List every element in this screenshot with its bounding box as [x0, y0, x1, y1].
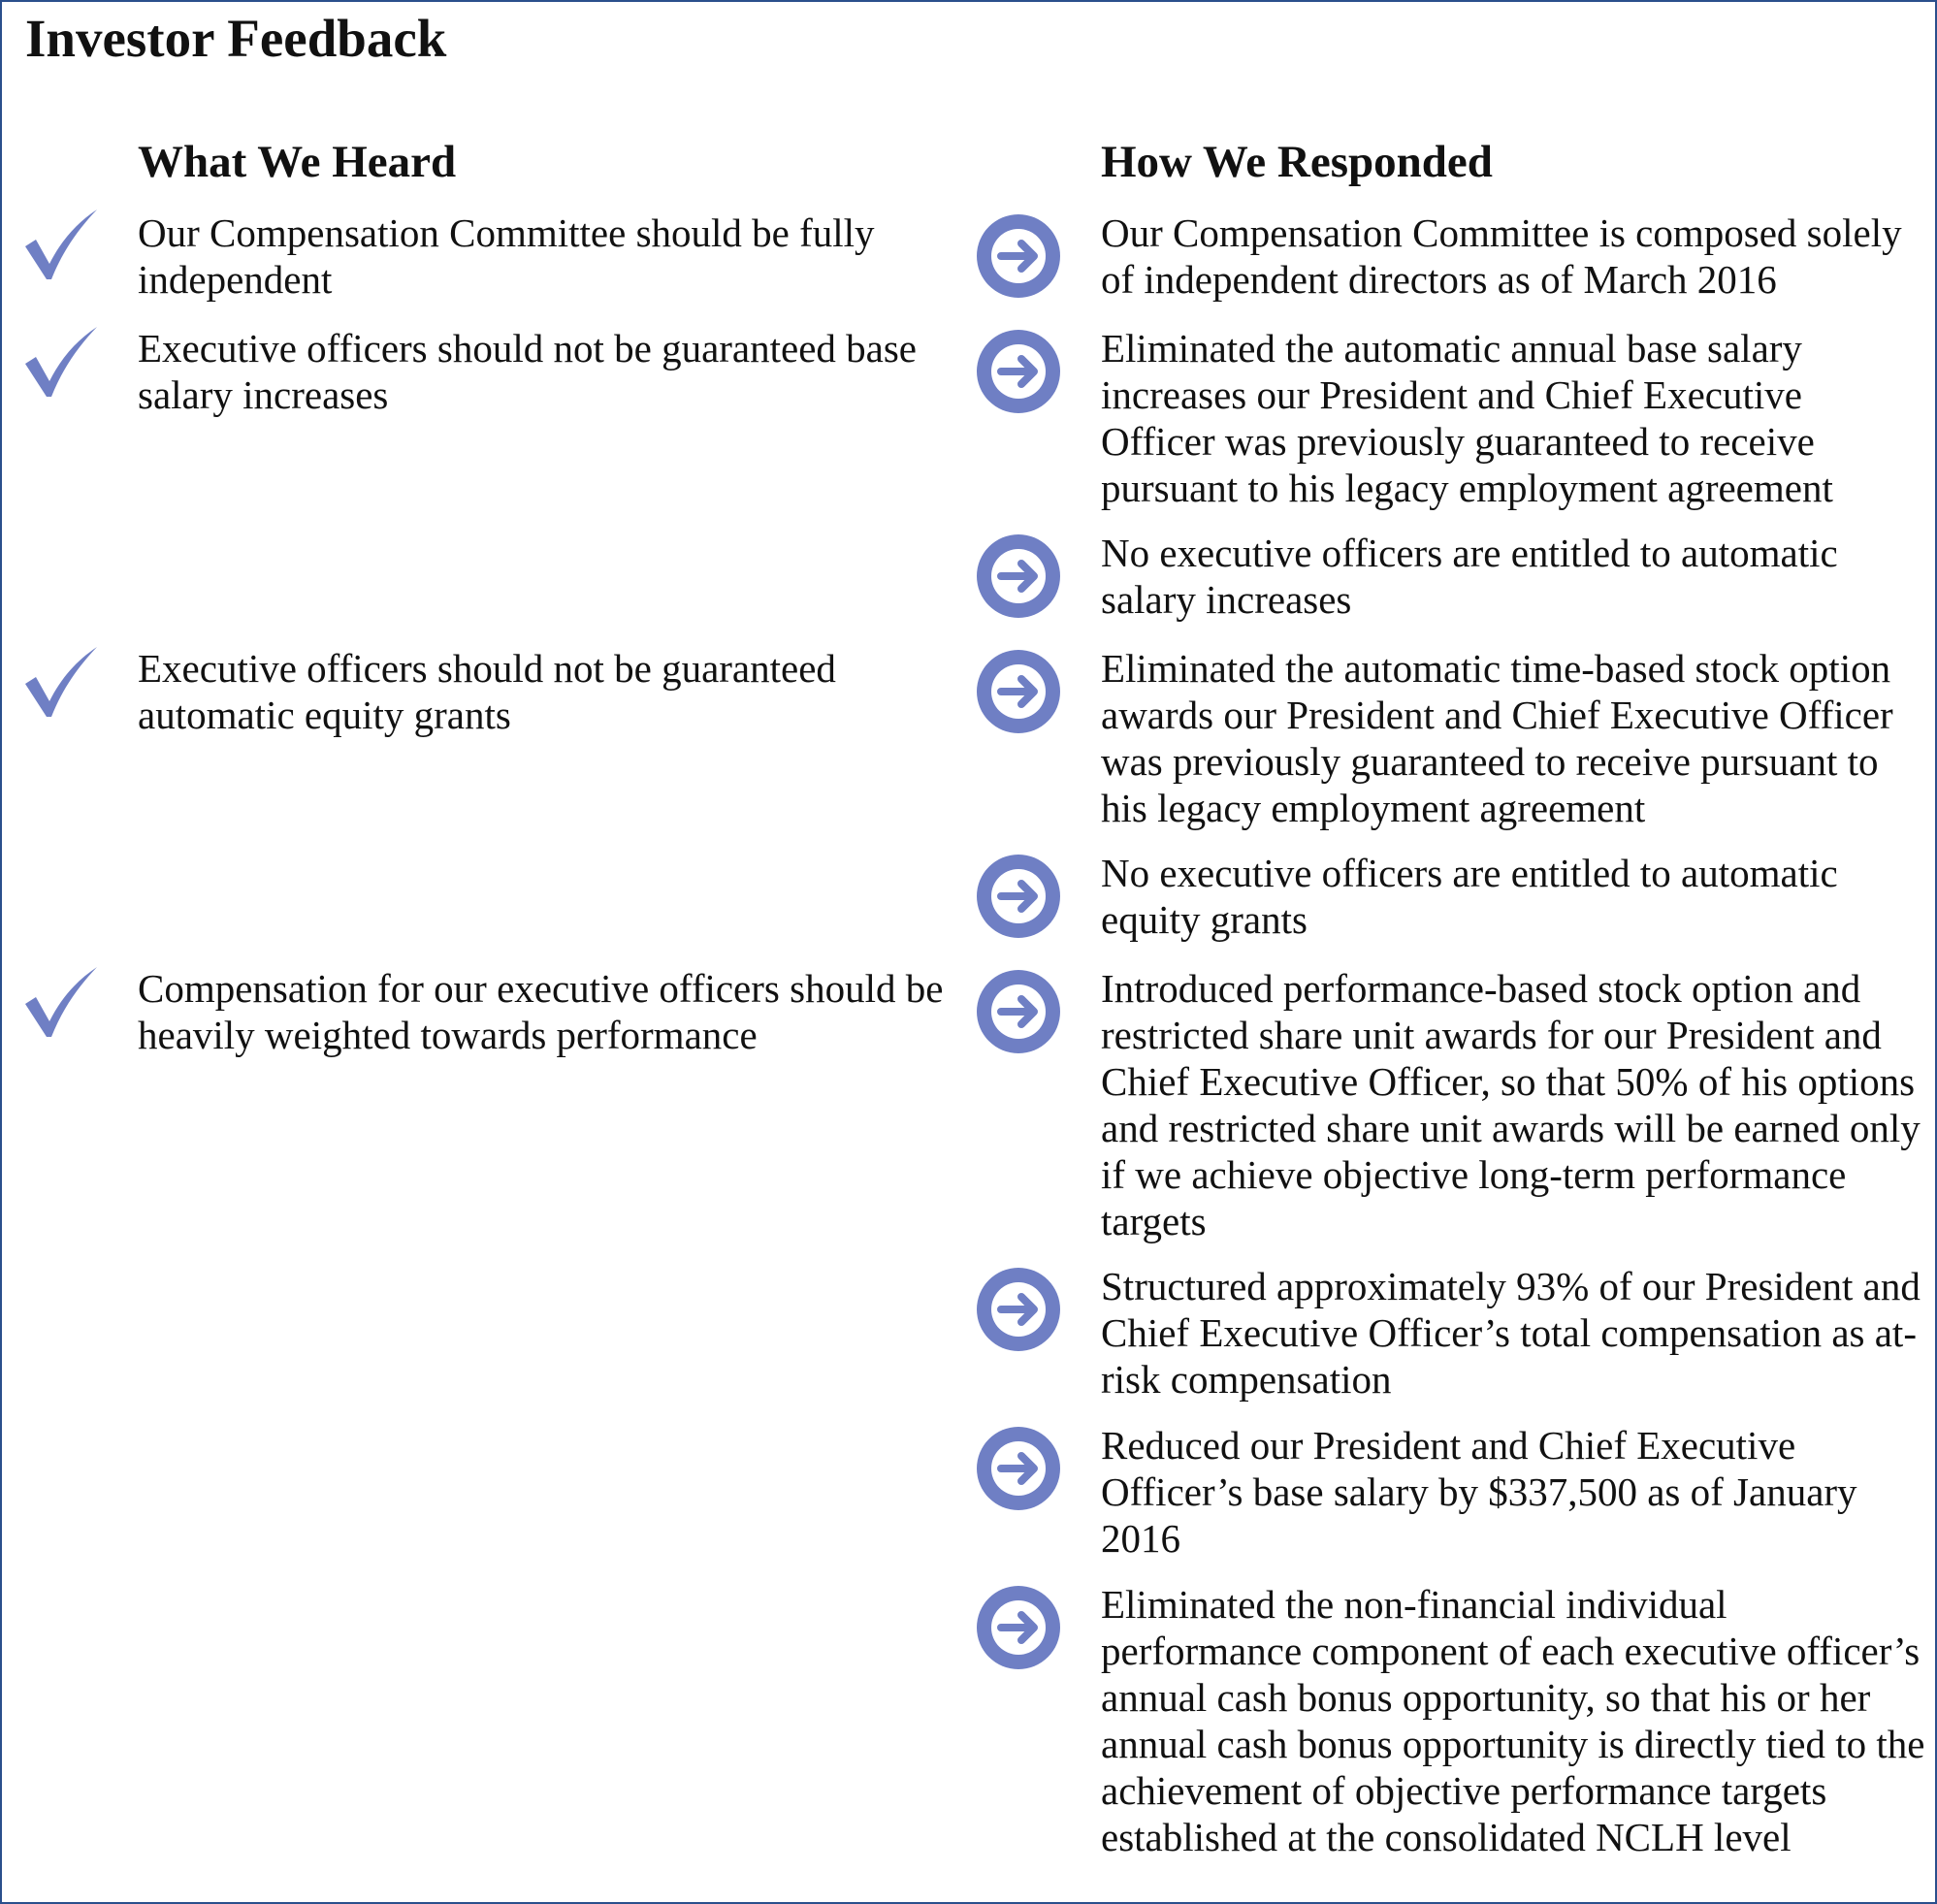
- arrow-right-circle-icon: [975, 1425, 1062, 1512]
- arrow-right-circle-icon: [975, 212, 1062, 300]
- heard-item-equity-grants: Executive officers should not be guaranteed automatic equity grants: [138, 646, 836, 737]
- arrow-right-circle-icon: [975, 328, 1062, 415]
- response-item: Structured approximately 93% of our President and Chief Executive Officer’s total compensation as at-risk compensation: [1101, 1264, 1921, 1402]
- how-we-responded-heading: How We Responded: [1101, 137, 1493, 187]
- arrow-right-circle-icon: [975, 1584, 1062, 1671]
- arrow-right-circle-icon: [975, 968, 1062, 1055]
- response-item: No executive officers are entitled to automatic equity grants: [1101, 851, 1838, 942]
- arrow-right-circle-icon: [975, 648, 1062, 735]
- response-item: Reduced our President and Chief Executive Officer’s base salary by $337,500 as of January 2016: [1101, 1423, 1857, 1561]
- checkmark-icon: [21, 963, 99, 1041]
- arrow-right-circle-icon: [975, 532, 1062, 620]
- heard-item-performance: Compensation for our executive officers should be heavily weighted towards performance: [138, 966, 944, 1057]
- response-item: Introduced performance-based stock option and restricted share unit awards for our President and Chief Executive Officer, so that 50% of his options and restricted share unit awards will be earned only if we achieve objective long-term performance targets: [1101, 966, 1921, 1243]
- response-item: Eliminated the automatic annual base salary increases our President and Chief Executive Officer was previously guaranteed to receive pursuant to his legacy employment agreement: [1101, 326, 1833, 510]
- heard-item-base-salary: Executive officers should not be guaranteed base salary increases: [138, 326, 918, 417]
- checkmark-icon: [21, 643, 99, 721]
- response-item: Eliminated the non-financial individual performance component of each executive officer’s annual cash bonus opportunity, so that his or her annual cash bonus opportunity is directly tied to the achievement of objective performance targets established at the consolidated NCLH level: [1101, 1582, 1925, 1859]
- page-title: Investor Feedback: [25, 9, 447, 68]
- arrow-right-circle-icon: [975, 1266, 1062, 1353]
- what-we-heard-heading: What We Heard: [138, 137, 457, 187]
- heard-item-independence: Our Compensation Committee should be fully independent: [138, 210, 875, 302]
- arrow-right-circle-icon: [975, 853, 1062, 940]
- response-item: Our Compensation Committee is composed solely of independent directors as of March 2016: [1101, 210, 1902, 302]
- response-item: Eliminated the automatic time-based stock option awards our President and Chief Executive Officer was previously guaranteed to receive pursuant to his legacy employment agreement: [1101, 646, 1893, 830]
- response-item: No executive officers are entitled to automatic salary increases: [1101, 531, 1838, 622]
- checkmark-icon: [21, 323, 99, 401]
- checkmark-icon: [21, 206, 99, 283]
